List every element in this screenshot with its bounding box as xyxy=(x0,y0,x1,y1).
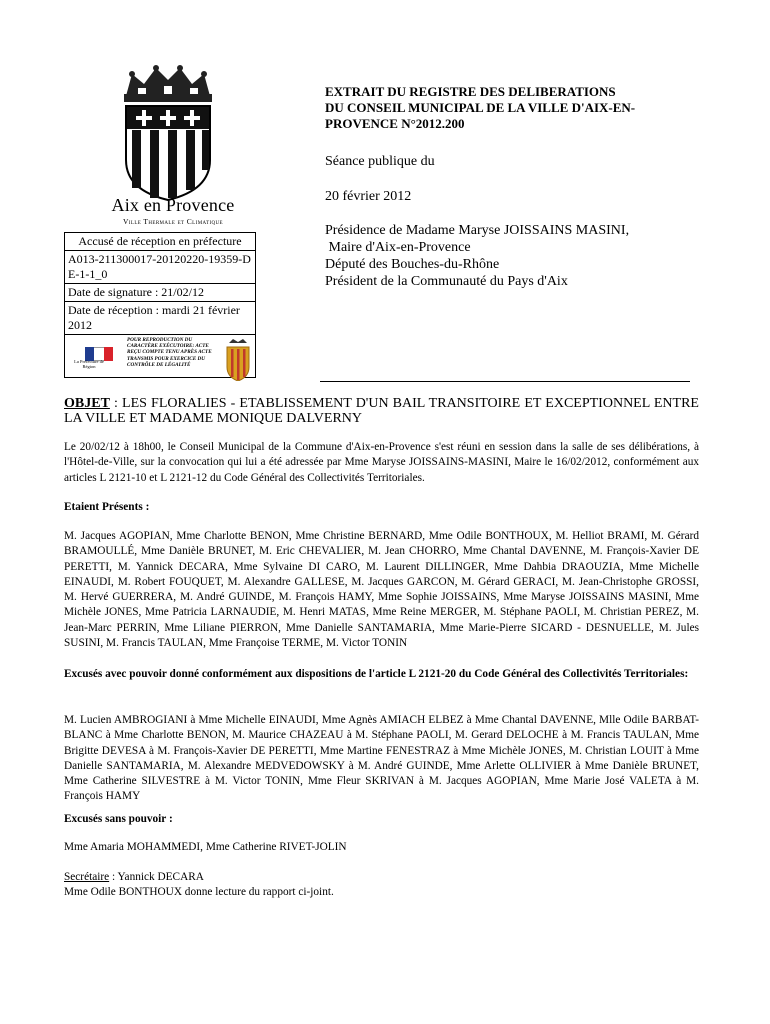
stamp-text: POUR REPRODUCTION DU CARACTÈRE EXÉCUTOIRE: ACTE REÇU COMPTE TENU APRÈS ACTE TRANSMIS POUR EXERCICE DU CONTRÔLE DE LÉGALITÉ xyxy=(127,337,212,368)
prefecture-title: Accusé de réception en préfecture xyxy=(65,233,255,251)
mini-crest-icon xyxy=(225,339,251,381)
header-divider xyxy=(320,381,690,382)
intro-paragraph: Le 20/02/12 à 18h00, le Conseil Municipal de la Commune d'Aix-en-Provence s'est réuni en session dans la salle de ses délibérations, à l'Hôtel-de-Ville, sur la convocation qui lui a été adressée par Mme Maryse JOISSAINS-MASINI, Maire le 16/02/2012, conformément aux articles L 2121-10 et L 2121-12 du Code Général des Collectivités Territoriales. xyxy=(64,441,699,484)
presidence-line-4: Président de la Communauté du Pays d'Aix xyxy=(325,274,568,289)
sans-pouvoir-heading: Excusés sans pouvoir : xyxy=(64,813,173,825)
seance-date: 20 février 2012 xyxy=(325,189,412,204)
lecture-line: Mme Odile BONTHOUX donne lecture du rapport ci-joint. xyxy=(64,886,334,899)
city-subtitle: Ville Thermale et Climatique xyxy=(122,217,223,226)
presidence-line-2: Maire d'Aix-en-Provence xyxy=(325,240,471,255)
header-line-2: DU CONSEIL MUNICIPAL DE LA VILLE D'AIX-EN- xyxy=(325,100,636,115)
seance-label: Séance publique du xyxy=(325,154,435,169)
presidence-line-1: Présidence de Madame Maryse JOISSAINS MASINI, xyxy=(325,223,630,238)
excuses-list: M. Lucien AMBROGIANI à Mme Michelle EINAUDI, Mme Agnès AMIACH ELBEZ à Mme Chantal DAVENNE, Mlle Odile BARBAT-BLANC à Mme Charlotte BENON, M. Maurice CHAZEAU à M. Stéphane PAOLI, M. Gerard DELOCHE à M. Francis TAULAN, Mme Brigitte DEVESA à M. François-Xavier DE PERETTI, Mme Martine FENESTRAZ à Mme Michèle JONES, M. Christian LOUIT à Mme Danielle SANTAMARIA, M. Alexandre MEDVEDOWSKY à M. André GUINDE, Mme Arlette OLLIVIER à Mme Danièle BRUNET, Mme Catherine SILVESTRE à M. Victor TONIN, Mme Fleur SKRIVAN à M. Jacques AGOPIAN, Mme Marie José VALETA à M. François HAMY xyxy=(64,714,699,803)
republic-label: La Préfecture de Région xyxy=(74,359,104,369)
secretaire-label: Secrétaire xyxy=(64,871,110,883)
presents-list: M. Jacques AGOPIAN, Mme Charlotte BENON, Mme Christine BERNARD, Mme Odile BONTHOUX, M. Helliot BRAMI, M. Gérard BRAMOULLÉ, Mme Danièle BRUNET, M. Eric CHEVALIER, M. Jean CHORRO, Mme Chantal DAVENNE, M. François-Xavier DE PERETTI, M. Yannick DECARA, Mme Sylvaine DI CARO, M. Laurent DILLINGER, Mme Dahbia DRAOUZIA, Mme Michelle EINAUDI, M. Robert FOUQUET, M. Alexandre GALLESE, M. Jacques GARCON, M. Gérard GERACI, M. Jean-Christophe GROSSI, M. Hervé GUERRERA, M. André GUINDE, M. François HAMY, Mme Sophie JOISSAINS, Mme Maryse JOISSAINS MASINI, Mme Michèle JONES, Mme Patricia LARNAUDIE, M. Henri MATAS, Mme Reine MERGER, M. Stéphane PAOLI, M. Christian PEREZ, M. Jean-Marc PERRIN, Mme Liliane PIERRON, Mme Danielle SANTAMARIA, Mme Marie-Pierre SICARD - DESNUELLE, M. Jules SUSINI, M. Francis TAULAN, Mme Françoise TERME, M. Victor TONIN xyxy=(64,530,699,650)
sans-pouvoir-list: Mme Amaria MOHAMMEDI, Mme Catherine RIVET-JOLIN xyxy=(64,841,347,853)
presidence-block xyxy=(325,222,725,290)
signature-date: Date de signature : 21/02/12 xyxy=(65,284,255,302)
presidence-line-3: Député des Bouches-du-Rhône xyxy=(325,257,500,272)
excuses-heading: Excusés avec pouvoir donné conformément aux dispositions de l'article L 2121-20 du Code Général des Collectivités Territoriales: xyxy=(64,668,689,680)
reception-date: Date de réception : mardi 21 février 2012 xyxy=(65,302,255,335)
coat-of-arms-icon xyxy=(112,62,224,202)
presents-heading: Etaient Présents : xyxy=(64,501,150,513)
prefecture-receipt-box xyxy=(64,232,256,378)
objet-label: OBJET xyxy=(64,396,110,411)
prefecture-reference: A013-211300017-20120220-19359-DE-1-1_0 xyxy=(65,251,255,284)
secretaire-name: : Yannick DECARA xyxy=(109,871,204,883)
objet-text: : LES FLORALIES - ETABLISSEMENT D'UN BAIL TRANSITOIRE ET EXCEPTIONNEL ENTRE LA VILLE ET MADAME MONIQUE DALVERNY xyxy=(64,396,699,426)
city-name: Aix en Provence xyxy=(111,195,235,215)
header-line-3: PROVENCE N°2012.200 xyxy=(325,116,465,131)
prefecture-stamp xyxy=(65,335,255,385)
secretaire-block xyxy=(64,870,699,901)
register-header xyxy=(325,84,705,132)
objet-paragraph xyxy=(64,396,699,426)
header-line-1: EXTRAIT DU REGISTRE DES DELIBERATIONS xyxy=(325,84,616,99)
